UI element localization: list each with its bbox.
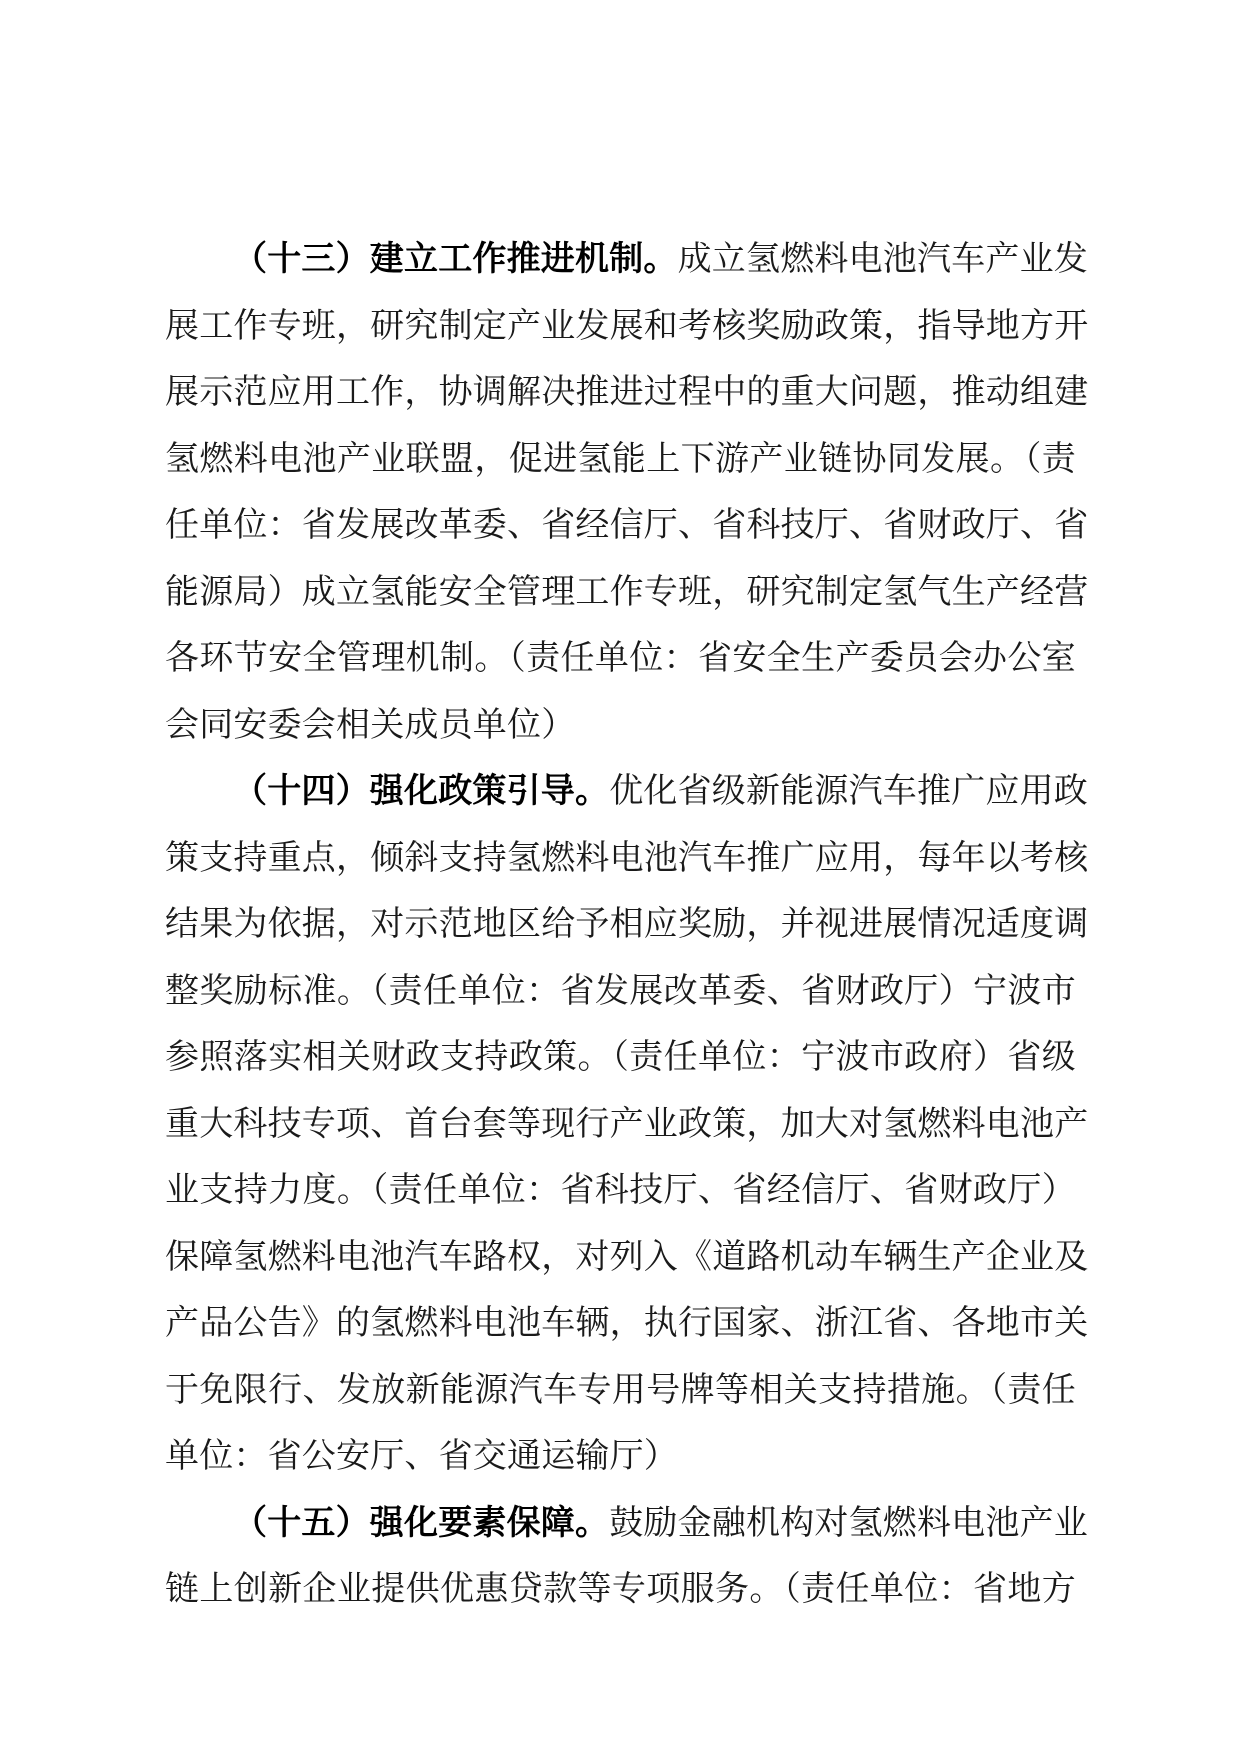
paragraph-line: 单位：省公安厅、省交通运输厅） — [165, 1436, 678, 1476]
paragraph-line: 于免限行、发放新能源汽车专用号牌等相关支持措施。（责任 — [165, 1369, 1076, 1410]
section-heading-14: （十四）强化政策引导。 — [233, 771, 610, 811]
paragraph-line: 各环节安全管理机制。（责任单位：省安全生产委员会办公室 — [165, 638, 1076, 678]
paragraph-line: 结果为依据，对示范地区给予相应奖励，并视进展情况适度调 — [165, 904, 1089, 944]
paragraph-line — [165, 1490, 1089, 1557]
paragraph-line: 会同安委会相关成员单位） — [165, 704, 576, 745]
paragraph-14 — [165, 758, 1089, 1490]
paragraph-line: 整奖励标准。（责任单位：省发展改革委、省财政厅）宁波市 — [165, 970, 1076, 1011]
paragraph-15 — [165, 1490, 1089, 1623]
section-heading-13: （十三）建立工作推进机制。 — [233, 239, 678, 279]
paragraph-line: 展示范应用工作，协调解决推进过程中的重大问题，推动组建 — [165, 372, 1089, 412]
paragraph-line: 业支持力度。（责任单位：省科技厅、省经信厅、省财政厅） — [165, 1170, 1076, 1210]
paragraph-line: 氢燃料电池产业联盟，促进氢能上下游产业链协同发展。（责 — [165, 438, 1076, 479]
paragraph-line: 链上创新企业提供优惠贷款等专项服务。（责任单位：省地方 — [165, 1569, 1076, 1609]
paragraph-text: 成立氢燃料电池汽车产业发 — [677, 239, 1089, 279]
paragraph-line: 策支持重点，倾斜支持氢燃料电池汽车推广应用，每年以考核 — [165, 837, 1089, 878]
paragraph-line: 保障氢燃料电池汽车路权，对列入《道路机动车辆生产企业及 — [165, 1236, 1089, 1277]
paragraph-line: 重大科技专项、首台套等现行产业政策，加大对氢燃料电池产 — [165, 1103, 1089, 1144]
paragraph-line: 展工作专班，研究制定产业发展和考核奖励政策，指导地方开 — [165, 305, 1089, 346]
document-body — [165, 226, 1089, 1623]
paragraph-text: 优化省级新能源汽车推广应用政 — [609, 771, 1089, 811]
paragraph-text: 鼓励金融机构对氢燃料电池产业 — [609, 1502, 1089, 1543]
paragraph-line — [165, 226, 1089, 293]
paragraph-line: 产品公告》的氢燃料电池车辆，执行国家、浙江省、各地市关 — [165, 1303, 1089, 1343]
paragraph-line: 能源局）成立氢能安全管理工作专班，研究制定氢气生产经营 — [165, 571, 1089, 612]
paragraph-line — [165, 758, 1089, 825]
section-heading-15: （十五）强化要素保障。 — [233, 1502, 610, 1543]
paragraph-13 — [165, 226, 1089, 758]
paragraph-line: 任单位：省发展改革委、省经信厅、省科技厅、省财政厅、省 — [165, 505, 1089, 545]
paragraph-line: 参照落实相关财政支持政策。（责任单位：宁波市政府）省级 — [165, 1037, 1076, 1077]
